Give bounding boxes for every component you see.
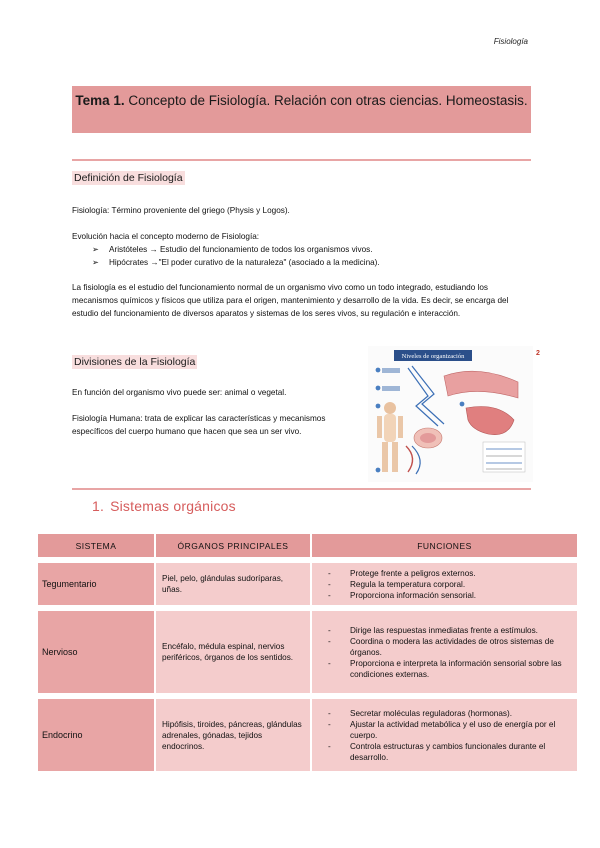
- figure-title: Niveles de organización: [401, 353, 465, 360]
- list-item: - Controla estructuras y cambios funcionales durante el desarrollo.: [328, 741, 571, 763]
- cell-organos: Encéfalo, médula espinal, nervios periféricos, órganos de los sentidos.: [156, 611, 312, 693]
- paragraph-organismo: En función del organismo vivo puede ser: animal o vegetal.: [72, 388, 287, 397]
- cell-sistema: Tegumentario: [38, 563, 156, 605]
- column-header-organos: ÓRGANOS PRINCIPALES: [156, 534, 312, 557]
- table-row: [38, 611, 579, 693]
- list-item: ➢ Aristóteles → Estudio del funcionamiento de todos los organismos vivos.: [92, 245, 373, 254]
- list-item: - Secretar moléculas reguladoras (hormonas).: [328, 708, 571, 719]
- table-row: [38, 563, 579, 605]
- divider-middle: [72, 488, 531, 490]
- table-row: [38, 699, 579, 771]
- organ-systems-table: [38, 534, 579, 771]
- paragraph-fisiologia-humana: Fisiología Humana: trata de explicar las características y mecanismos específicos del cuerpo humano que hacen que sea un ser vivo.: [72, 414, 326, 436]
- paragraph-etimologia: Fisiología: Término proveniente del griego (Physis y Logos).: [72, 206, 290, 215]
- page-title: [72, 86, 531, 133]
- list-item: - Proporciona información sensorial.: [328, 590, 571, 601]
- arrow-bullet-icon: ➢: [92, 245, 99, 254]
- cell-funciones: [312, 699, 579, 771]
- section-heading-sistemas: 1. Sistemas orgánicos: [92, 498, 236, 514]
- paragraph-definicion: La fisiología es el estudio del funcionamiento normal de un organismo vivo como un todo integrado, estudiando los mecanismos químicos y físicos que utiliza para el origen, mantenimiento y desarrollo de la vida. Es decir, se encarga del estudio del funcionamiento de diversos aparatos y sistemas de los seres vivos, su regulación e interacción.: [72, 283, 509, 318]
- cell-sistema: Nervioso: [38, 611, 156, 693]
- cell-organos: Piel, pelo, glándulas sudoríparas, uñas.: [156, 563, 312, 605]
- list-item: ➢ Hipócrates →"El poder curativo de la naturaleza" (asociado a la medicina).: [92, 258, 380, 267]
- cell-sistema: Endocrino: [38, 699, 156, 771]
- list-item: - Regula la temperatura corporal.: [328, 579, 571, 590]
- column-header-sistema: SISTEMA: [38, 534, 156, 557]
- figure-number: 2: [536, 350, 540, 357]
- list-item: - Proporciona e interpreta la información sensorial sobre las condiciones externas.: [328, 658, 571, 680]
- section-heading-definicion: Definición de Fisiología: [74, 172, 183, 184]
- divider-top: [72, 159, 531, 161]
- running-header: Fisiología: [493, 37, 528, 46]
- cell-funciones: [312, 611, 579, 693]
- title-bold: Tema 1.: [75, 93, 125, 108]
- title-rest: Concepto de Fisiología. Relación con otras ciencias. Homeostasis.: [124, 93, 528, 108]
- table-header-row: [38, 534, 579, 557]
- arrow-bullet-icon: ➢: [92, 258, 99, 267]
- organization-levels-illustration: [368, 346, 533, 482]
- section-heading-divisiones: Divisiones de la Fisiología: [74, 356, 196, 368]
- list-item: - Coordina o modera las actividades de otros sistemas de órganos.: [328, 636, 571, 658]
- column-header-funciones: FUNCIONES: [312, 534, 579, 557]
- cell-organos: Hipófisis, tiroides, páncreas, glándulas adrenales, gónadas, tejidos endocrinos.: [156, 699, 312, 771]
- list-item: - Dirige las respuestas inmediatas frente a estímulos.: [328, 625, 571, 636]
- organization-levels-figure: [368, 346, 533, 482]
- list-item: - Protege frente a peligros externos.: [328, 568, 571, 579]
- cell-funciones: [312, 563, 579, 605]
- list-item: - Ajustar la actividad metabólica y el uso de energía por el cuerpo.: [328, 719, 571, 741]
- paragraph-evolucion: Evolución hacia el concepto moderno de Fisiología:: [72, 232, 260, 241]
